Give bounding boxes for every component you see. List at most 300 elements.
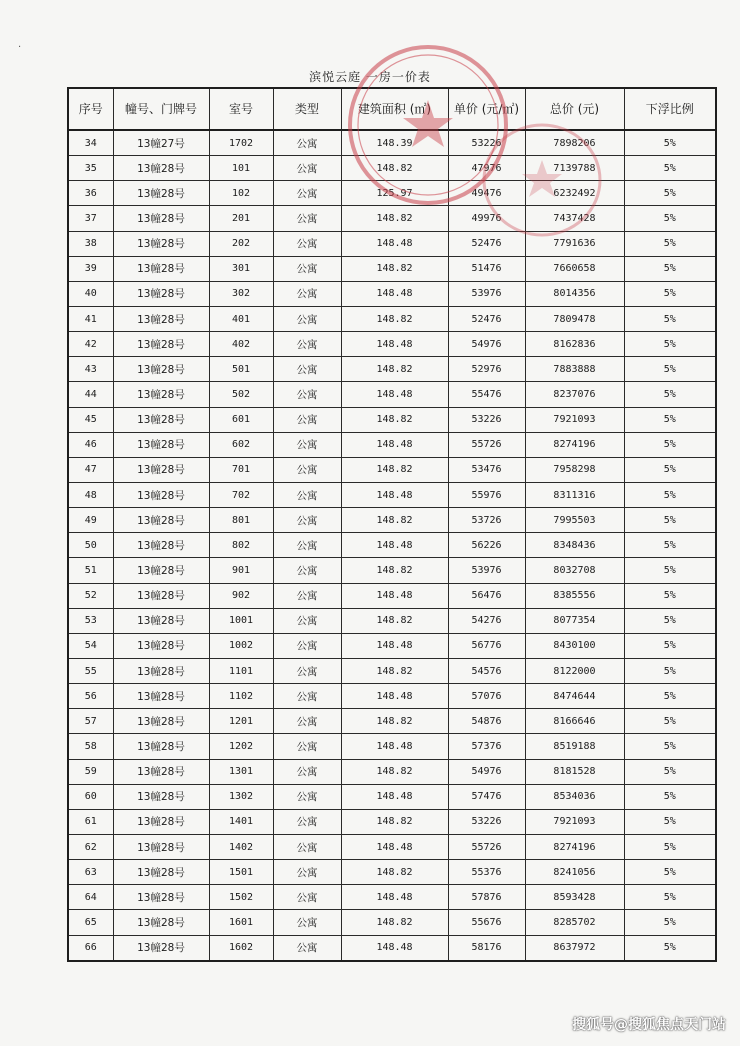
cell-area: 148.82 [341, 256, 448, 281]
cell-type: 公寓 [273, 658, 341, 683]
cell-building: 13幢28号 [113, 734, 209, 759]
cell-building: 13幢28号 [113, 658, 209, 683]
cell-unit-price: 53226 [448, 130, 525, 156]
cell-area: 148.39 [341, 130, 448, 156]
cell-area: 148.82 [341, 206, 448, 231]
cell-unit-price: 53226 [448, 407, 525, 432]
cell-unit-price: 57876 [448, 885, 525, 910]
cell-unit-price: 55726 [448, 432, 525, 457]
cell-type: 公寓 [273, 432, 341, 457]
cell-type: 公寓 [273, 130, 341, 156]
cell-building: 13幢28号 [113, 633, 209, 658]
table-row [68, 633, 716, 658]
cell-float: 5% [624, 558, 716, 583]
cell-type: 公寓 [273, 156, 341, 181]
cell-type: 公寓 [273, 306, 341, 331]
table-row [68, 583, 716, 608]
cell-seq: 66 [68, 935, 113, 961]
cell-type: 公寓 [273, 608, 341, 633]
table-row [68, 558, 716, 583]
header-total: 总价 (元) [525, 88, 624, 130]
header-float: 下浮比例 [624, 88, 716, 130]
table-row [68, 181, 716, 206]
header-type: 类型 [273, 88, 341, 130]
cell-area: 125.97 [341, 181, 448, 206]
cell-float: 5% [624, 608, 716, 633]
cell-total: 8237076 [525, 382, 624, 407]
table-row [68, 860, 716, 885]
table-row [68, 130, 716, 156]
cell-room: 1402 [209, 834, 273, 859]
cell-float: 5% [624, 583, 716, 608]
cell-room: 1602 [209, 935, 273, 961]
cell-area: 148.82 [341, 306, 448, 331]
cell-building: 13幢28号 [113, 181, 209, 206]
cell-total: 8534036 [525, 784, 624, 809]
cell-room: 1301 [209, 759, 273, 784]
cell-total: 7437428 [525, 206, 624, 231]
table-row [68, 206, 716, 231]
cell-seq: 63 [68, 860, 113, 885]
cell-building: 13幢28号 [113, 457, 209, 482]
cell-seq: 59 [68, 759, 113, 784]
cell-float: 5% [624, 281, 716, 306]
cell-building: 13幢28号 [113, 885, 209, 910]
cell-room: 1002 [209, 633, 273, 658]
cell-building: 13幢28号 [113, 382, 209, 407]
cell-seq: 61 [68, 809, 113, 834]
cell-float: 5% [624, 181, 716, 206]
cell-type: 公寓 [273, 181, 341, 206]
cell-building: 13幢28号 [113, 784, 209, 809]
cell-type: 公寓 [273, 533, 341, 558]
cell-seq: 41 [68, 306, 113, 331]
cell-unit-price: 49976 [448, 206, 525, 231]
table-row [68, 432, 716, 457]
cell-type: 公寓 [273, 508, 341, 533]
cell-total: 8593428 [525, 885, 624, 910]
table-row [68, 231, 716, 256]
cell-area: 148.48 [341, 633, 448, 658]
cell-room: 402 [209, 332, 273, 357]
cell-room: 1702 [209, 130, 273, 156]
cell-unit-price: 54976 [448, 332, 525, 357]
cell-area: 148.82 [341, 457, 448, 482]
cell-unit-price: 52476 [448, 306, 525, 331]
cell-area: 148.48 [341, 382, 448, 407]
cell-area: 148.48 [341, 583, 448, 608]
cell-float: 5% [624, 885, 716, 910]
table-row [68, 533, 716, 558]
cell-unit-price: 56776 [448, 633, 525, 658]
cell-total: 7809478 [525, 306, 624, 331]
cell-total: 7883888 [525, 357, 624, 382]
cell-area: 148.82 [341, 709, 448, 734]
cell-unit-price: 54976 [448, 759, 525, 784]
cell-type: 公寓 [273, 633, 341, 658]
cell-seq: 44 [68, 382, 113, 407]
cell-building: 13幢27号 [113, 130, 209, 156]
cell-unit-price: 53226 [448, 809, 525, 834]
cell-unit-price: 55676 [448, 910, 525, 935]
cell-area: 148.48 [341, 684, 448, 709]
cell-float: 5% [624, 784, 716, 809]
cell-area: 148.82 [341, 608, 448, 633]
cell-area: 148.48 [341, 885, 448, 910]
cell-float: 5% [624, 759, 716, 784]
cell-total: 7995503 [525, 508, 624, 533]
cell-total: 8637972 [525, 935, 624, 961]
cell-area: 148.82 [341, 407, 448, 432]
cell-building: 13幢28号 [113, 306, 209, 331]
cell-room: 902 [209, 583, 273, 608]
cell-unit-price: 53476 [448, 457, 525, 482]
price-table [67, 87, 717, 962]
cell-unit-price: 52976 [448, 357, 525, 382]
cell-area: 148.82 [341, 910, 448, 935]
cell-type: 公寓 [273, 407, 341, 432]
cell-room: 201 [209, 206, 273, 231]
cell-total: 8014356 [525, 281, 624, 306]
cell-unit-price: 55376 [448, 860, 525, 885]
cell-total: 8311316 [525, 482, 624, 507]
cell-seq: 35 [68, 156, 113, 181]
cell-float: 5% [624, 684, 716, 709]
table-row [68, 357, 716, 382]
cell-total: 8077354 [525, 608, 624, 633]
cell-unit-price: 51476 [448, 256, 525, 281]
cell-seq: 55 [68, 658, 113, 683]
cell-total: 6232492 [525, 181, 624, 206]
cell-type: 公寓 [273, 885, 341, 910]
cell-seq: 46 [68, 432, 113, 457]
cell-total: 7139788 [525, 156, 624, 181]
cell-room: 101 [209, 156, 273, 181]
cell-seq: 49 [68, 508, 113, 533]
cell-type: 公寓 [273, 558, 341, 583]
table-row [68, 608, 716, 633]
cell-float: 5% [624, 332, 716, 357]
cell-area: 148.82 [341, 357, 448, 382]
cell-type: 公寓 [273, 684, 341, 709]
cell-room: 1501 [209, 860, 273, 885]
watermark-text: 搜狐号@搜狐焦点天门站 [572, 1017, 726, 1033]
cell-type: 公寓 [273, 809, 341, 834]
cell-total: 8181528 [525, 759, 624, 784]
cell-seq: 43 [68, 357, 113, 382]
cell-room: 302 [209, 281, 273, 306]
cell-total: 8241056 [525, 860, 624, 885]
header-room: 室号 [209, 88, 273, 130]
cell-total: 7921093 [525, 809, 624, 834]
cell-area: 148.48 [341, 231, 448, 256]
cell-room: 102 [209, 181, 273, 206]
cell-type: 公寓 [273, 231, 341, 256]
cell-room: 1201 [209, 709, 273, 734]
cell-total: 8285702 [525, 910, 624, 935]
table-row [68, 156, 716, 181]
cell-seq: 42 [68, 332, 113, 357]
cell-unit-price: 55726 [448, 834, 525, 859]
cell-area: 148.82 [341, 558, 448, 583]
cell-seq: 65 [68, 910, 113, 935]
cell-building: 13幢28号 [113, 508, 209, 533]
cell-float: 5% [624, 130, 716, 156]
cell-building: 13幢28号 [113, 281, 209, 306]
cell-seq: 54 [68, 633, 113, 658]
cell-float: 5% [624, 658, 716, 683]
cell-unit-price: 52476 [448, 231, 525, 256]
cell-type: 公寓 [273, 457, 341, 482]
cell-room: 502 [209, 382, 273, 407]
cell-float: 5% [624, 910, 716, 935]
header-area: 建筑面积 (㎡) [341, 88, 448, 130]
cell-unit-price: 56476 [448, 583, 525, 608]
cell-area: 148.48 [341, 834, 448, 859]
cell-total: 8162836 [525, 332, 624, 357]
cell-seq: 53 [68, 608, 113, 633]
cell-area: 148.48 [341, 734, 448, 759]
cell-building: 13幢28号 [113, 156, 209, 181]
cell-float: 5% [624, 156, 716, 181]
cell-float: 5% [624, 834, 716, 859]
cell-room: 1102 [209, 684, 273, 709]
cell-room: 1601 [209, 910, 273, 935]
cell-room: 1502 [209, 885, 273, 910]
cell-float: 5% [624, 709, 716, 734]
cell-seq: 47 [68, 457, 113, 482]
table-row [68, 784, 716, 809]
corner-mark: · [18, 42, 22, 53]
cell-area: 148.82 [341, 508, 448, 533]
cell-unit-price: 58176 [448, 935, 525, 961]
cell-building: 13幢28号 [113, 256, 209, 281]
cell-building: 13幢28号 [113, 583, 209, 608]
cell-room: 301 [209, 256, 273, 281]
cell-float: 5% [624, 407, 716, 432]
cell-room: 1302 [209, 784, 273, 809]
cell-total: 8430100 [525, 633, 624, 658]
cell-type: 公寓 [273, 583, 341, 608]
cell-float: 5% [624, 734, 716, 759]
cell-float: 5% [624, 432, 716, 457]
cell-type: 公寓 [273, 784, 341, 809]
cell-total: 8348436 [525, 533, 624, 558]
cell-seq: 58 [68, 734, 113, 759]
cell-type: 公寓 [273, 935, 341, 961]
cell-total: 8274196 [525, 834, 624, 859]
table-row [68, 885, 716, 910]
table-row [68, 734, 716, 759]
cell-seq: 36 [68, 181, 113, 206]
cell-building: 13幢28号 [113, 482, 209, 507]
cell-building: 13幢28号 [113, 709, 209, 734]
cell-room: 1001 [209, 608, 273, 633]
cell-total: 7958298 [525, 457, 624, 482]
cell-float: 5% [624, 256, 716, 281]
table-row [68, 332, 716, 357]
cell-seq: 50 [68, 533, 113, 558]
cell-seq: 37 [68, 206, 113, 231]
table-row [68, 759, 716, 784]
cell-float: 5% [624, 860, 716, 885]
table-row [68, 281, 716, 306]
cell-type: 公寓 [273, 256, 341, 281]
table-row [68, 658, 716, 683]
cell-float: 5% [624, 206, 716, 231]
cell-room: 1401 [209, 809, 273, 834]
cell-area: 148.48 [341, 482, 448, 507]
cell-area: 148.48 [341, 935, 448, 961]
cell-unit-price: 57376 [448, 734, 525, 759]
cell-building: 13幢28号 [113, 332, 209, 357]
cell-building: 13幢28号 [113, 558, 209, 583]
table-row [68, 306, 716, 331]
cell-unit-price: 53976 [448, 281, 525, 306]
cell-float: 5% [624, 633, 716, 658]
cell-room: 501 [209, 357, 273, 382]
cell-room: 702 [209, 482, 273, 507]
cell-unit-price: 53976 [448, 558, 525, 583]
cell-room: 602 [209, 432, 273, 457]
cell-unit-price: 57076 [448, 684, 525, 709]
cell-type: 公寓 [273, 281, 341, 306]
cell-float: 5% [624, 508, 716, 533]
cell-type: 公寓 [273, 759, 341, 784]
cell-seq: 62 [68, 834, 113, 859]
header-building: 幢号、门牌号 [113, 88, 209, 130]
cell-area: 148.48 [341, 784, 448, 809]
table-row [68, 508, 716, 533]
cell-room: 1202 [209, 734, 273, 759]
cell-seq: 64 [68, 885, 113, 910]
cell-type: 公寓 [273, 382, 341, 407]
cell-float: 5% [624, 382, 716, 407]
cell-total: 8274196 [525, 432, 624, 457]
cell-total: 8032708 [525, 558, 624, 583]
cell-seq: 60 [68, 784, 113, 809]
table-row [68, 382, 716, 407]
cell-room: 802 [209, 533, 273, 558]
cell-type: 公寓 [273, 206, 341, 231]
cell-room: 701 [209, 457, 273, 482]
cell-building: 13幢28号 [113, 860, 209, 885]
cell-total: 7921093 [525, 407, 624, 432]
cell-type: 公寓 [273, 709, 341, 734]
table-row [68, 482, 716, 507]
cell-building: 13幢28号 [113, 910, 209, 935]
cell-total: 7791636 [525, 231, 624, 256]
cell-total: 8122000 [525, 658, 624, 683]
cell-type: 公寓 [273, 734, 341, 759]
cell-room: 202 [209, 231, 273, 256]
cell-seq: 34 [68, 130, 113, 156]
table-row [68, 809, 716, 834]
cell-room: 1101 [209, 658, 273, 683]
cell-seq: 48 [68, 482, 113, 507]
table-body [68, 130, 716, 961]
cell-area: 148.48 [341, 533, 448, 558]
cell-total: 8474644 [525, 684, 624, 709]
cell-type: 公寓 [273, 357, 341, 382]
cell-float: 5% [624, 482, 716, 507]
cell-seq: 38 [68, 231, 113, 256]
cell-building: 13幢28号 [113, 432, 209, 457]
cell-unit-price: 57476 [448, 784, 525, 809]
cell-float: 5% [624, 457, 716, 482]
cell-seq: 51 [68, 558, 113, 583]
cell-type: 公寓 [273, 482, 341, 507]
cell-area: 148.82 [341, 658, 448, 683]
cell-area: 148.48 [341, 281, 448, 306]
cell-type: 公寓 [273, 332, 341, 357]
table-row [68, 910, 716, 935]
cell-type: 公寓 [273, 834, 341, 859]
cell-room: 801 [209, 508, 273, 533]
cell-float: 5% [624, 809, 716, 834]
table-row [68, 709, 716, 734]
cell-room: 901 [209, 558, 273, 583]
table-row [68, 256, 716, 281]
table-row [68, 935, 716, 961]
cell-type: 公寓 [273, 910, 341, 935]
cell-float: 5% [624, 935, 716, 961]
cell-unit-price: 53726 [448, 508, 525, 533]
document-title: 滨悦云庭 一房一价表 [309, 70, 431, 84]
table-row [68, 457, 716, 482]
cell-area: 148.82 [341, 860, 448, 885]
cell-building: 13幢28号 [113, 533, 209, 558]
cell-area: 148.48 [341, 432, 448, 457]
cell-unit-price: 49476 [448, 181, 525, 206]
cell-room: 601 [209, 407, 273, 432]
cell-seq: 52 [68, 583, 113, 608]
cell-area: 148.82 [341, 759, 448, 784]
cell-total: 8519188 [525, 734, 624, 759]
cell-room: 401 [209, 306, 273, 331]
header-unit-price: 单价 (元/㎡) [448, 88, 525, 130]
cell-float: 5% [624, 231, 716, 256]
cell-unit-price: 54276 [448, 608, 525, 633]
cell-seq: 39 [68, 256, 113, 281]
table-header-row [68, 88, 716, 130]
header-seq: 序号 [68, 88, 113, 130]
cell-float: 5% [624, 357, 716, 382]
cell-building: 13幢28号 [113, 608, 209, 633]
cell-seq: 57 [68, 709, 113, 734]
cell-unit-price: 56226 [448, 533, 525, 558]
cell-float: 5% [624, 306, 716, 331]
cell-building: 13幢28号 [113, 834, 209, 859]
cell-unit-price: 55976 [448, 482, 525, 507]
cell-area: 148.82 [341, 156, 448, 181]
cell-unit-price: 54876 [448, 709, 525, 734]
table-row [68, 834, 716, 859]
cell-total: 7660658 [525, 256, 624, 281]
cell-float: 5% [624, 533, 716, 558]
cell-total: 7898206 [525, 130, 624, 156]
cell-area: 148.48 [341, 332, 448, 357]
cell-unit-price: 47976 [448, 156, 525, 181]
cell-building: 13幢28号 [113, 759, 209, 784]
cell-total: 8166646 [525, 709, 624, 734]
cell-area: 148.82 [341, 809, 448, 834]
cell-building: 13幢28号 [113, 231, 209, 256]
cell-unit-price: 55476 [448, 382, 525, 407]
table-row [68, 684, 716, 709]
cell-building: 13幢28号 [113, 357, 209, 382]
cell-unit-price: 54576 [448, 658, 525, 683]
